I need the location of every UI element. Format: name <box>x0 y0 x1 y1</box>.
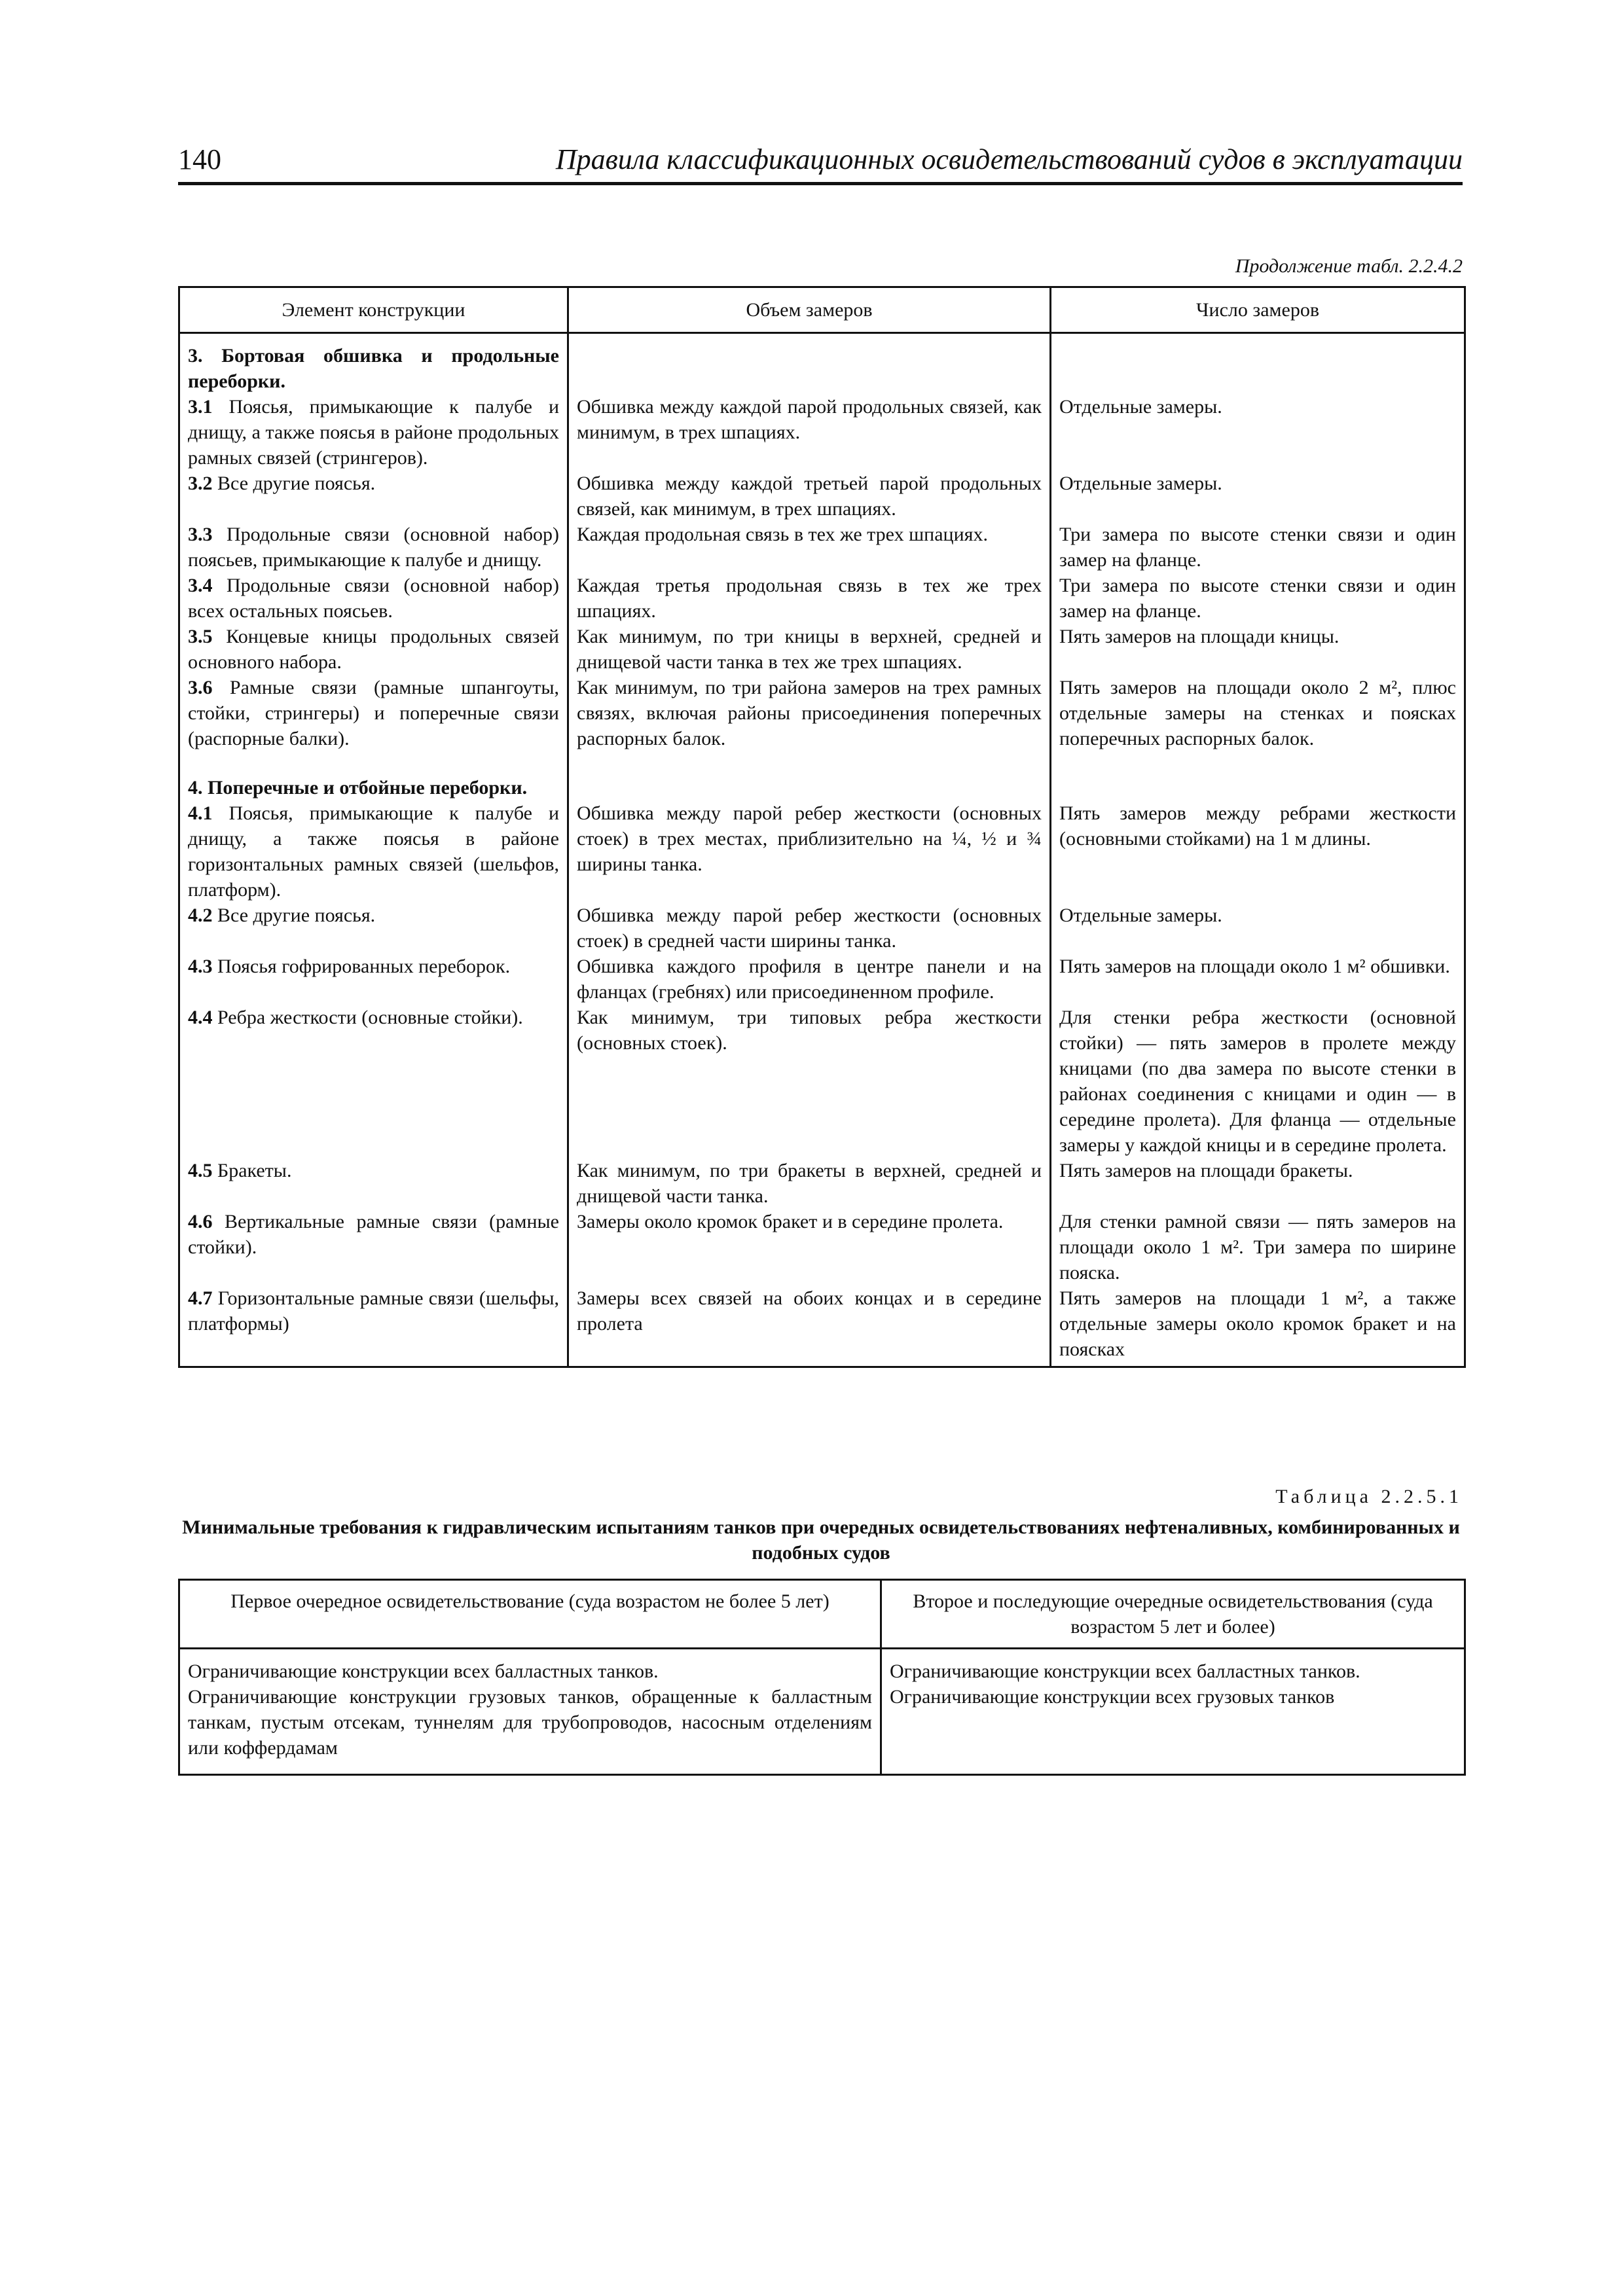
section-row <box>179 333 1465 395</box>
table-row <box>179 394 1465 471</box>
item-number: 4.6 <box>188 1211 213 1232</box>
element-text: Продольные связи (основной набор) пояcьев, примыкающие к палубе и днищу. <box>188 524 559 571</box>
element-cell <box>179 903 568 954</box>
table-row <box>179 675 1465 751</box>
element-text: Горизонтальные рамные связи (шельфы, платформы) <box>188 1287 559 1335</box>
first-survey-cell <box>179 1649 881 1775</box>
element-text: Пояcья, примыкающие к палубе и днищу, а также пояcья в районе продольных рамных связей (стрингеров). <box>188 396 559 469</box>
element-cell <box>179 573 568 624</box>
table-continuation-label: Продолжение табл. 2.2.4.2 <box>1235 255 1463 277</box>
item-number: 4.2 <box>188 905 213 926</box>
count-cell: Пять замеров между ребрами жесткости (основными стойками) на 1 м длины. <box>1051 800 1465 903</box>
measurements-table <box>178 286 1466 1368</box>
section-title: 4. Поперечные и отбойные переборки. <box>179 751 568 800</box>
item-number: 3.4 <box>188 575 213 596</box>
element-text: Вертикальные рамные связи (рамные стойки). <box>188 1211 559 1258</box>
element-cell <box>179 1209 568 1285</box>
table-row <box>179 903 1465 954</box>
section-row <box>179 751 1465 800</box>
element-cell <box>179 1005 568 1158</box>
count-cell: Пять замеров на площади бракеты. <box>1051 1158 1465 1209</box>
column-header: Объем замеров <box>568 287 1051 333</box>
scope-cell: Обшивка между каждой парой продольных связей, как минимум, в трех шпациях. <box>568 394 1051 471</box>
scope-cell: Обшивка между парой ребер жесткости (основных стоек) в средней части ширины танка. <box>568 903 1051 954</box>
scope-cell: Каждая продольная связь в тех же трех шпациях. <box>568 522 1051 573</box>
element-text: Продольные связи (основной набор) всех остальных пояcьев. <box>188 575 559 622</box>
count-cell: Пять замеров на площади 1 м², а также отдельные замеры около кромок бракет и на поясках <box>1051 1285 1465 1367</box>
item-number: 3.3 <box>188 524 213 545</box>
element-text: Бракеты. <box>212 1160 292 1181</box>
element-text: Все другие пояcья. <box>212 473 376 494</box>
element-cell <box>179 1285 568 1367</box>
table-row <box>179 1285 1465 1367</box>
element-text: Рамные связи (рамные шпангоуты, стойки, стрингеры) и поперечные связи (распорные балки). <box>188 677 559 749</box>
table-row <box>179 624 1465 675</box>
item-number: 3.1 <box>188 396 213 418</box>
element-text: Поясья, примыкающие к палубе и днищу, а также поясья в районе горизонтальных рамных связей (шельфов, платформ). <box>188 802 559 901</box>
table-row <box>179 573 1465 624</box>
page-header <box>178 139 1463 185</box>
scope-cell: Как минимум, по три бракеты в верхней, средней и днищевой части танка. <box>568 1158 1051 1209</box>
count-cell: Пять замеров на площади кницы. <box>1051 624 1465 675</box>
cell-line: Ограничивающие конструкции всех балластных танков. <box>890 1660 1360 1682</box>
table-header-row <box>179 287 1465 333</box>
item-number: 3.6 <box>188 677 213 698</box>
scope-cell: Замеры всех связей на обоих концах и в середине пролета <box>568 1285 1051 1367</box>
element-cell <box>179 1158 568 1209</box>
scope-cell: Как минимум, три типовых ребра жесткости (основных стоек). <box>568 1005 1051 1158</box>
table-row <box>179 1005 1465 1158</box>
scope-cell: Обшивка каждого профиля в центре панели и на фланцах (гребнях) или присоединенном профиле. <box>568 954 1051 1005</box>
item-number: 3.2 <box>188 473 213 494</box>
element-cell <box>179 394 568 471</box>
item-number: 3.5 <box>188 626 213 647</box>
table-row <box>179 1158 1465 1209</box>
item-number: 4.4 <box>188 1007 213 1028</box>
count-cell: Пять замеров на площади около 1 м² обшивки. <box>1051 954 1465 1005</box>
running-title: Правила классификационных освидетельствований судов в эксплуатации <box>555 143 1463 175</box>
count-cell: Отдельные замеры. <box>1051 471 1465 522</box>
count-cell: Три замера по высоте стенки связи и один замер на фланце. <box>1051 522 1465 573</box>
table-row <box>179 800 1465 903</box>
element-cell <box>179 522 568 573</box>
table-row <box>179 1649 1465 1775</box>
element-cell <box>179 675 568 751</box>
count-cell: Пять замеров на площади около 2 м², плюс отдельные замеры на стенках и поясках поперечных распорных балок. <box>1051 675 1465 751</box>
scope-cell: Как минимум, по три кницы в верхней, средней и днищевой части танка в тех же трех шпациях. <box>568 624 1051 675</box>
count-cell: Для стенки рамной связи — пять замеров на площади около 1 м². Три замера по ширине пояска. <box>1051 1209 1465 1285</box>
table-header-row <box>179 1580 1465 1649</box>
cell-line: Ограничивающие конструкции всех грузовых танков <box>890 1686 1335 1708</box>
section-title: 3. Бортовая обшивка и продольные переборки. <box>179 333 568 395</box>
table-row <box>179 471 1465 522</box>
table-row <box>179 1209 1465 1285</box>
scope-cell: Как минимум, по три района замеров на трех рамных связях, включая районы присоединения поперечных распорных балок. <box>568 675 1051 751</box>
hydraulic-tests-table <box>178 1579 1466 1776</box>
count-cell: Три замера по высоте стенки связи и один замер на фланце. <box>1051 573 1465 624</box>
scope-cell: Каждая третья продольная связь в тех же трех шпациях. <box>568 573 1051 624</box>
element-cell <box>179 471 568 522</box>
item-number: 4.1 <box>188 802 213 824</box>
element-cell <box>179 800 568 903</box>
table-row <box>179 522 1465 573</box>
element-cell <box>179 624 568 675</box>
column-header: Число замеров <box>1051 287 1465 333</box>
scope-cell: Замеры около кромок бракет и в середине пролета. <box>568 1209 1051 1285</box>
element-cell <box>179 954 568 1005</box>
element-text: Концевые кницы продольных связей основного набора. <box>188 626 559 673</box>
element-text: Все другие поясья. <box>212 905 376 926</box>
cell-line: Ограничивающие конструкции всех балластных танков. <box>188 1660 659 1682</box>
column-header: Второе и последующие очередные освидетельствования (суда возрастом 5 лет и более) <box>881 1580 1465 1649</box>
element-text: Поясья гофрированных переборок. <box>212 956 511 977</box>
column-header: Элемент конструкции <box>179 287 568 333</box>
subsequent-survey-cell <box>881 1649 1465 1775</box>
column-header: Первое очередное освидетельствование (суда возрастом не более 5 лет) <box>179 1580 881 1649</box>
count-cell: Отдельные замеры. <box>1051 903 1465 954</box>
page-number: 140 <box>178 143 221 175</box>
cell-line: Ограничивающие конструкции грузовых танков, обращенные к балластным танкам, пустым отсекам, туннелям для трубопроводов, насосным отделениям или коффердамам <box>188 1686 872 1759</box>
table-title: Минимальные требования к гидравлическим испытаниям танков при очередных освидетельствованиях нефтеналивных, комбинированных и подобных судов <box>182 1516 1460 1564</box>
item-number: 4.3 <box>188 956 213 977</box>
count-cell: Для стенки ребра жесткости (основной стойки) — пять замеров в пролете между кницами (по два замера по высоте стенки в районах соединения с кницами и один — в середине пролета). Для фланца — отдельные замеры у каждой кницы и в середине пролета. <box>1051 1005 1465 1158</box>
item-number: 4.7 <box>188 1287 213 1309</box>
scope-cell: Обшивка между парой ребер жесткости (основных стоек) в трех местах, приблизительно на ¼, ½ и ¾ ширины танка. <box>568 800 1051 903</box>
element-text: Ребра жесткости (основные стойки). <box>212 1007 523 1028</box>
scope-cell: Обшивка между каждой третьей парой продольных связей, как минимум, в трех шпациях. <box>568 471 1051 522</box>
item-number: 4.5 <box>188 1160 213 1181</box>
count-cell: Отдельные замеры. <box>1051 394 1465 471</box>
table-row <box>179 954 1465 1005</box>
table-number-label: Таблица 2.2.5.1 <box>1275 1486 1463 1507</box>
